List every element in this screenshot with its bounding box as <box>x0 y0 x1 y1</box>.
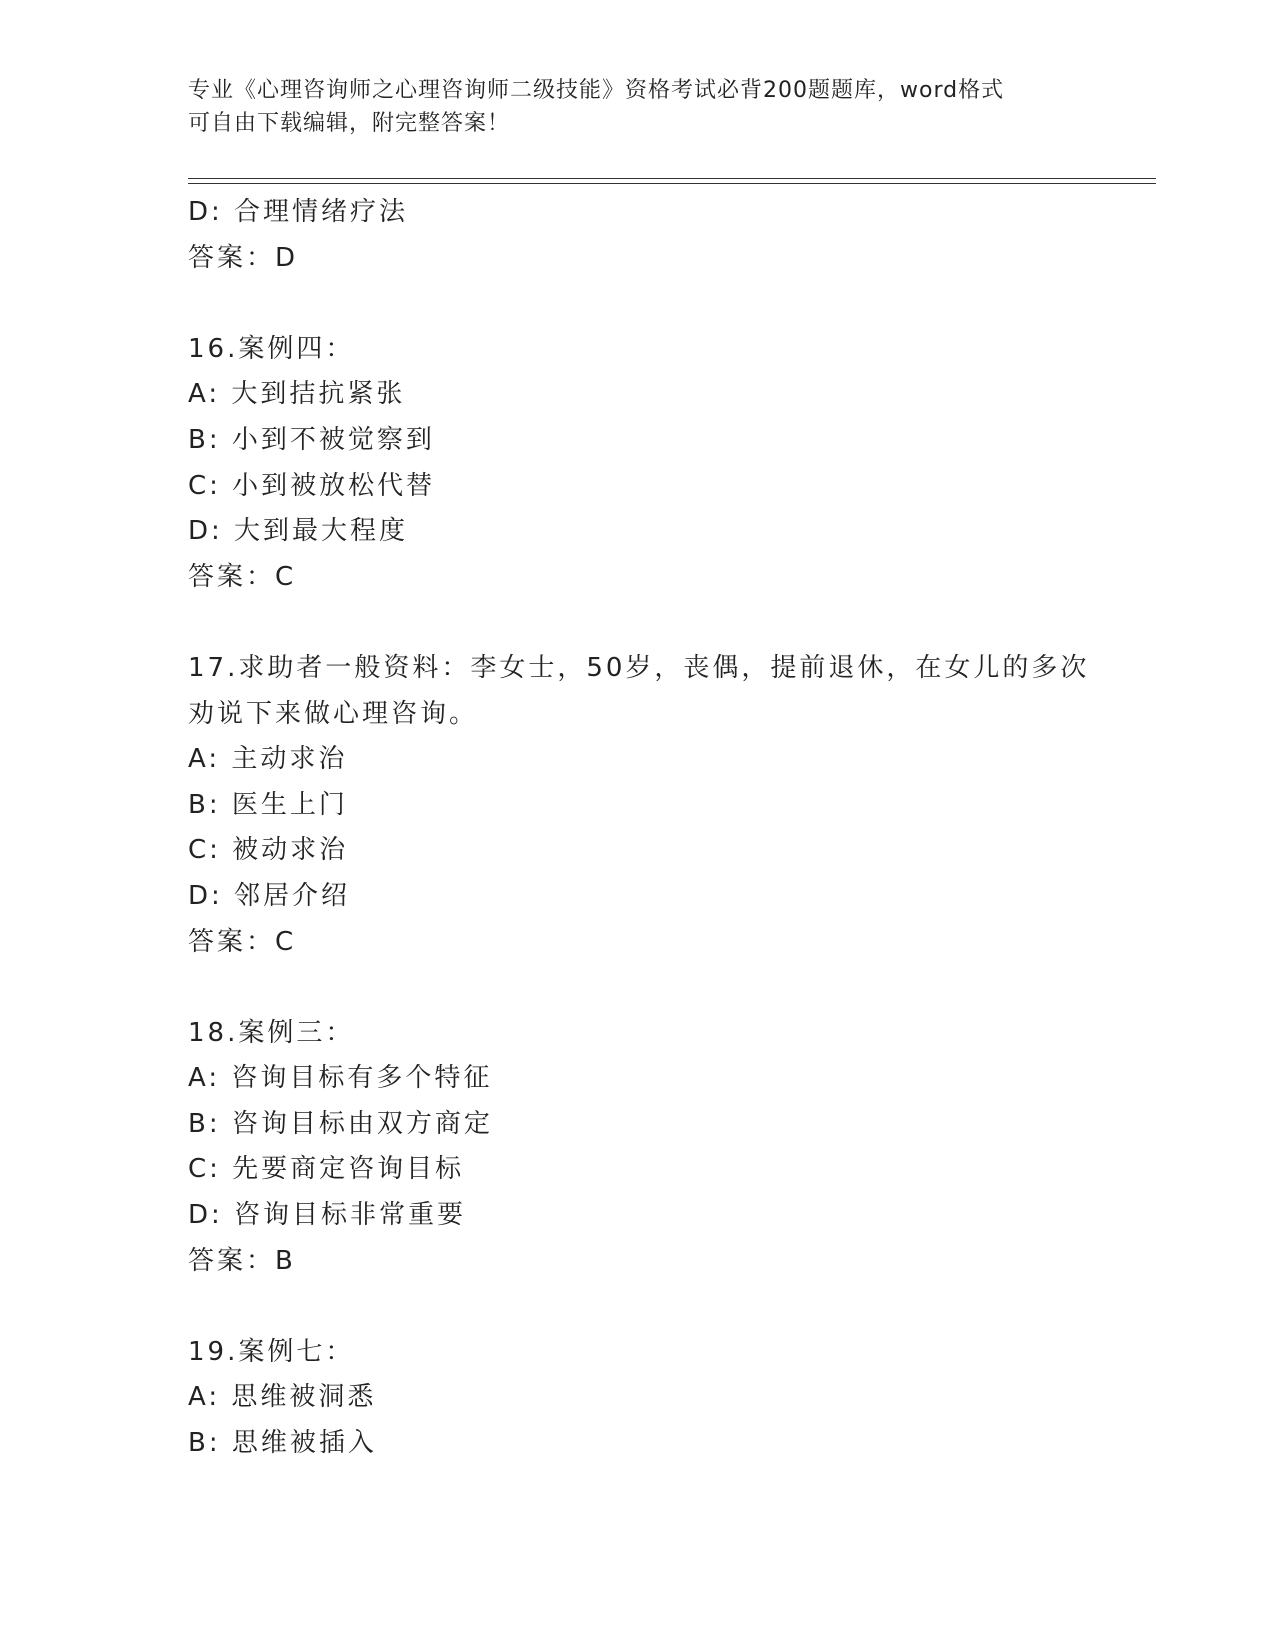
question-17 <box>188 646 1148 965</box>
document-header <box>188 74 1088 140</box>
option-a: A: 主动求治 <box>188 744 348 775</box>
option-b: B: 思维被插入 <box>188 1428 377 1459</box>
option-d: D: 合理情绪疗法 <box>188 197 409 227</box>
spacer <box>188 965 1148 1011</box>
option-b: B: 小到不被觉察到 <box>188 424 435 455</box>
option-a: A: 大到拮抗紧张 <box>188 379 406 410</box>
answer-line: 答案：D <box>188 242 299 273</box>
option-b: B: 咨询目标由双方商定 <box>188 1108 493 1139</box>
question-stem: 19.案例七： <box>188 1336 355 1367</box>
question-stem-line-2: 劝说下来做心理咨询。 <box>188 698 479 729</box>
spacer <box>188 1284 1148 1330</box>
option-c: C: 被动求治 <box>188 835 349 866</box>
question-list <box>188 190 1148 1467</box>
question-19 <box>188 1330 1148 1467</box>
question-16 <box>188 327 1148 601</box>
header-line-1: 专业《心理咨询师之心理咨询师二级技能》资格考试必背200题题库，word格式 <box>188 78 1005 103</box>
question-stem: 18.案例三： <box>188 1017 355 1048</box>
option-c: C: 小到被放松代替 <box>188 470 436 501</box>
option-d: D: 邻居介绍 <box>188 880 351 911</box>
option-a: A: 咨询目标有多个特征 <box>188 1063 493 1094</box>
header-line-2: 可自由下载编辑，附完整答案！ <box>188 111 511 136</box>
option-d: D: 大到最大程度 <box>188 516 409 547</box>
question-stem-line-1: 17.求助者一般资料：李女士，50岁，丧偶，提前退休，在女儿的多次 <box>188 652 1090 683</box>
option-d: D: 咨询目标非常重要 <box>188 1200 467 1231</box>
question-fragment <box>188 190 1148 281</box>
header-divider-bottom <box>188 183 1156 184</box>
question-stem: 16.案例四： <box>188 333 355 364</box>
header-divider-top <box>188 178 1156 179</box>
option-c: C: 先要商定咨询目标 <box>188 1154 465 1185</box>
answer-line: 答案：C <box>188 561 297 592</box>
option-a: A: 思维被洞悉 <box>188 1382 377 1413</box>
option-b: B: 医生上门 <box>188 789 348 820</box>
spacer <box>188 281 1148 327</box>
answer-line: 答案：B <box>188 1245 296 1276</box>
spacer <box>188 600 1148 646</box>
answer-line: 答案：C <box>188 926 297 957</box>
question-18 <box>188 1011 1148 1285</box>
